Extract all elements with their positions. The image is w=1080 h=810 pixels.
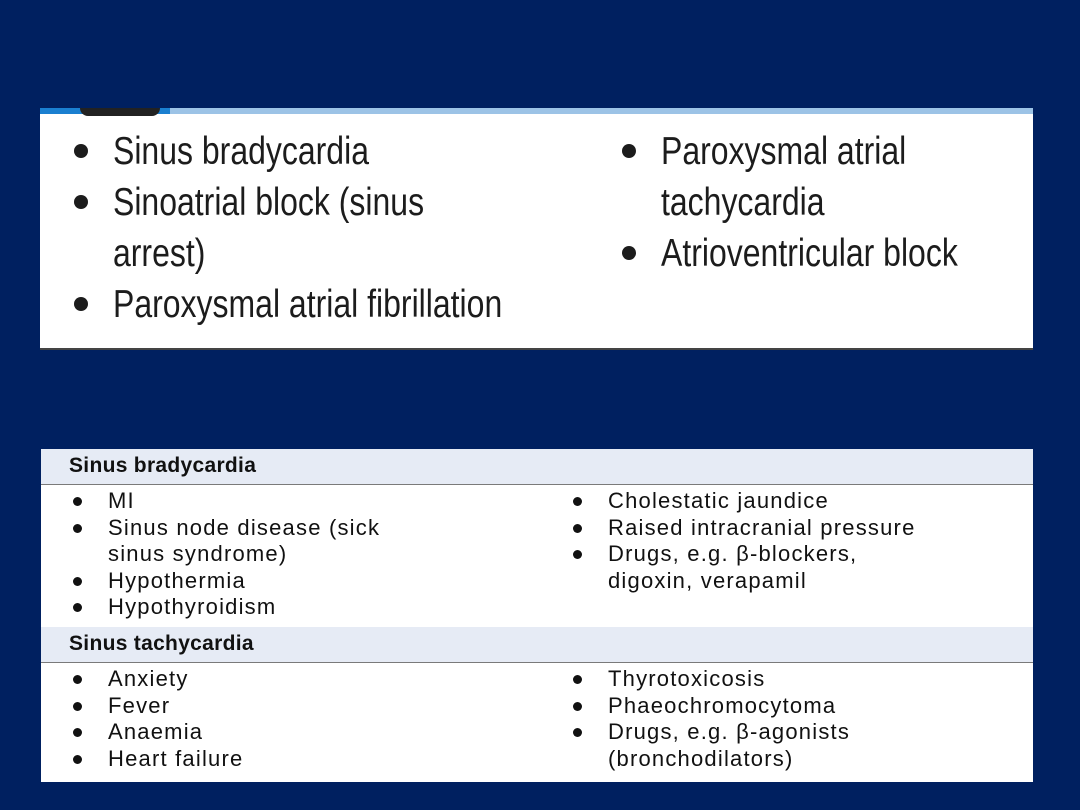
list-item: Atrioventricular block [588, 228, 1038, 279]
section-title: Sinus tachycardia [69, 632, 254, 655]
list-item: Cholestatic jaundice [541, 488, 916, 515]
bullet-icon [74, 297, 88, 311]
bullet-icon [74, 195, 88, 209]
bullet-icon [573, 524, 582, 533]
causes-list-left [40, 126, 600, 330]
bullet-icon [73, 728, 82, 737]
bullet-icon [622, 144, 636, 158]
bullet-icon [573, 497, 582, 506]
tachycardia-list-right [541, 666, 850, 772]
list-item: Heart failure [41, 746, 243, 773]
list-item: Thyrotoxicosis [541, 666, 850, 693]
panel-top-rule [40, 108, 1033, 114]
list-item: Sinoatrial block (sinus [40, 177, 600, 228]
causes-list-right [588, 126, 1038, 279]
bullet-icon [73, 577, 82, 586]
list-item: Paroxysmal atrial [588, 126, 1038, 177]
bullet-icon [73, 702, 82, 711]
list-item: MI [41, 488, 380, 515]
bullet-icon [573, 675, 582, 684]
list-item: Sinus bradycardia [40, 126, 600, 177]
list-item-continuation: (bronchodilators) [608, 745, 794, 771]
bradycardia-list-left [41, 488, 380, 621]
bullet-icon [73, 603, 82, 612]
list-item: Drugs, e.g. β-blockers, [541, 541, 916, 568]
list-item: Anaemia [41, 719, 243, 746]
list-item-continuation: arrest) [113, 232, 206, 275]
bullet-icon [573, 702, 582, 711]
bullet-icon [73, 675, 82, 684]
list-item: Hypothermia [41, 568, 380, 595]
list-item-continuation: sinus syndrome) [108, 541, 288, 566]
bullet-icon [74, 144, 88, 158]
list-item: Drugs, e.g. β-agonists [541, 719, 850, 746]
list-item: Phaeochromocytoma [541, 693, 850, 720]
panel-tab-knob [80, 108, 160, 116]
bullet-icon [622, 246, 636, 260]
list-item: Paroxysmal atrial fibrillation [40, 279, 600, 330]
bradycardia-list-right [541, 488, 916, 594]
list-item-continuation: tachycardia [661, 181, 825, 224]
list-item: Anxiety [41, 666, 243, 693]
bullet-icon [573, 728, 582, 737]
list-item: Sinus node disease (sick [41, 515, 380, 542]
section-title: Sinus bradycardia [69, 454, 257, 477]
causes-table [41, 449, 1033, 782]
bullet-icon [73, 524, 82, 533]
section-header-tachycardia [41, 627, 1033, 663]
list-item: Hypothyroidism [41, 594, 380, 621]
bullet-icon [73, 755, 82, 764]
tachycardia-list-left [41, 666, 243, 772]
list-item-continuation: digoxin, verapamil [608, 567, 807, 593]
bullet-icon [573, 550, 582, 559]
list-item: Raised intracranial pressure [541, 515, 916, 542]
list-item: Fever [41, 693, 243, 720]
section-header-bradycardia [41, 449, 1033, 485]
bullet-icon [73, 497, 82, 506]
